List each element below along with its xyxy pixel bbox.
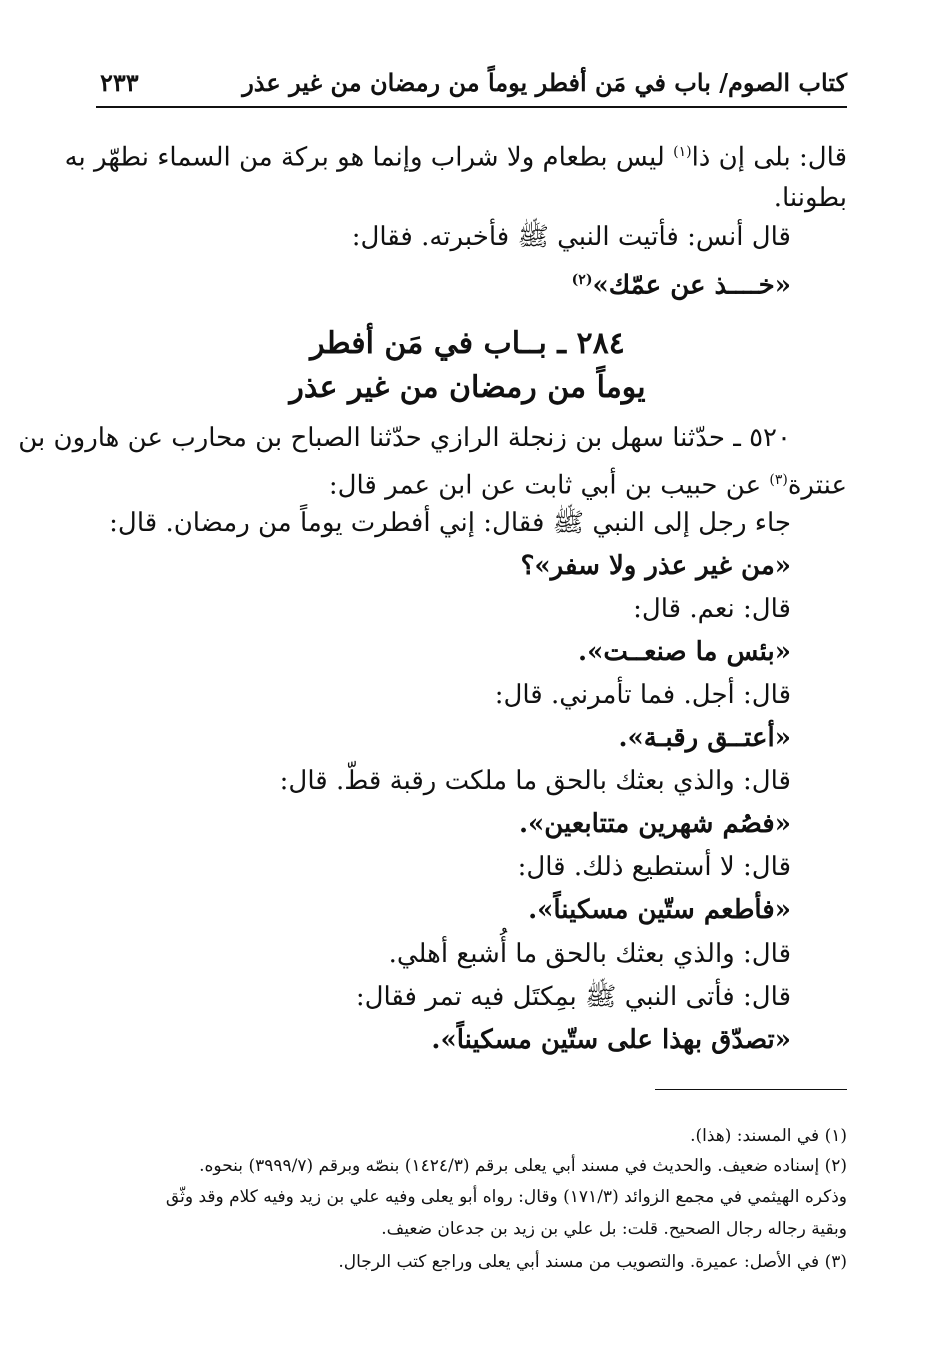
- footnote-2-cont: وبقية رجاله رجال الصحيح. قلت: بل علي بن زيد بن جدعان ضعيف.: [381, 1219, 847, 1239]
- chapter-heading-line-2: يوماً من رمضان من غير عذر: [289, 370, 646, 405]
- footnote-3: (٣) في الأصل: عميرة. والتصويب من مسند أبي يعلى وراجع كتب الرجال.: [338, 1252, 847, 1272]
- intro-line-1-text: قال: بلى إن ذا: [691, 142, 847, 173]
- chapter-heading-line-1: ٢٨٤ ـ بــاب في مَن أفطر: [310, 326, 625, 361]
- intro-line-2: بطوننا.: [773, 183, 847, 213]
- footnote-ref-3: (٣): [769, 472, 788, 488]
- footnote-1: (١) في المسند: (هذا).: [690, 1126, 847, 1146]
- hadith-line: قال: فأتى النبي ﷺ بمِكتَل فيه تمر فقال:: [355, 982, 791, 1012]
- footnote-2-cont: وذكره الهيثمي في مجمع الزوائد (١٧١/٣) وقال: رواه أبو يعلى وفيه علي بن زيد وفيه كلام وقد وثّق: [165, 1187, 847, 1207]
- isnad-narrator: عنترة: [787, 470, 847, 501]
- hadith-line: قال: نعم. قال:: [633, 594, 791, 624]
- running-title: كتاب الصوم/ باب في مَن أفطر يوماً من رمضان من غير عذر: [242, 68, 847, 97]
- hadith-line: جاء رجل إلى النبي ﷺ فقال: إني أفطرت يوماً من رمضان. قال:: [109, 508, 791, 538]
- intro-line-3: قال أنس: فأتيت النبي ﷺ فأخبرته. فقال:: [351, 222, 791, 252]
- hadith-line: «فصُم شهرين متتابعين».: [518, 809, 791, 839]
- hadith-line: «أعتــق رقبـة».: [618, 723, 791, 753]
- footnote-ref-1: (١): [673, 144, 692, 160]
- isnad-chain: عن حبيب بن أبي ثابت عن ابن عمر قال:: [328, 470, 762, 501]
- hadith-line: «من غير عذر ولا سفر»؟: [520, 551, 791, 581]
- intro-line-1: [65, 134, 847, 176]
- hadith-line: «تصدّق بهذا على ستّين مسكيناً».: [431, 1025, 791, 1055]
- hadith-line: قال: لا أستطيع ذلك. قال:: [517, 852, 791, 882]
- intro-line-1-rest: ليس بطعام ولا شراب وإنما هو بركة من السماء نطهّر به: [64, 142, 665, 173]
- hadith-line: قال: والذي بعثك بالحق ما ملكت رقبة قطّ. قال:: [279, 766, 791, 796]
- page-header: [96, 62, 847, 108]
- hadith-line: «بئس ما صنعــت».: [578, 637, 791, 667]
- footnote-ref-2: (٢): [571, 272, 593, 288]
- intro-line-4: [572, 262, 791, 304]
- intro-line-4-text: «خــــذ عن عمّك»: [592, 270, 791, 301]
- isnad-line-2: [329, 462, 847, 504]
- hadith-line: «فأطعم ستّين مسكيناً».: [528, 895, 791, 925]
- isnad-line-1: ٥٢٠ ـ حدّثنا سهل بن زنجلة الرازي حدّثنا الصباح بن محارب عن هارون بن: [18, 423, 791, 453]
- footnote-divider: [655, 1089, 847, 1090]
- hadith-line: قال: أجل. فما تأمرني. قال:: [494, 680, 791, 710]
- page-number: ٢٣٣: [100, 68, 139, 97]
- footnote-2: (٢) إسناده ضعيف. والحديث في مسند أبي يعلى برقم (١٤٢٤/٣) بنصّه وبرقم (٣٩٩٩/٧) بنحوه.: [199, 1156, 847, 1176]
- hadith-line: قال: والذي بعثك بالحق ما أُشبع أهلي.: [388, 939, 791, 969]
